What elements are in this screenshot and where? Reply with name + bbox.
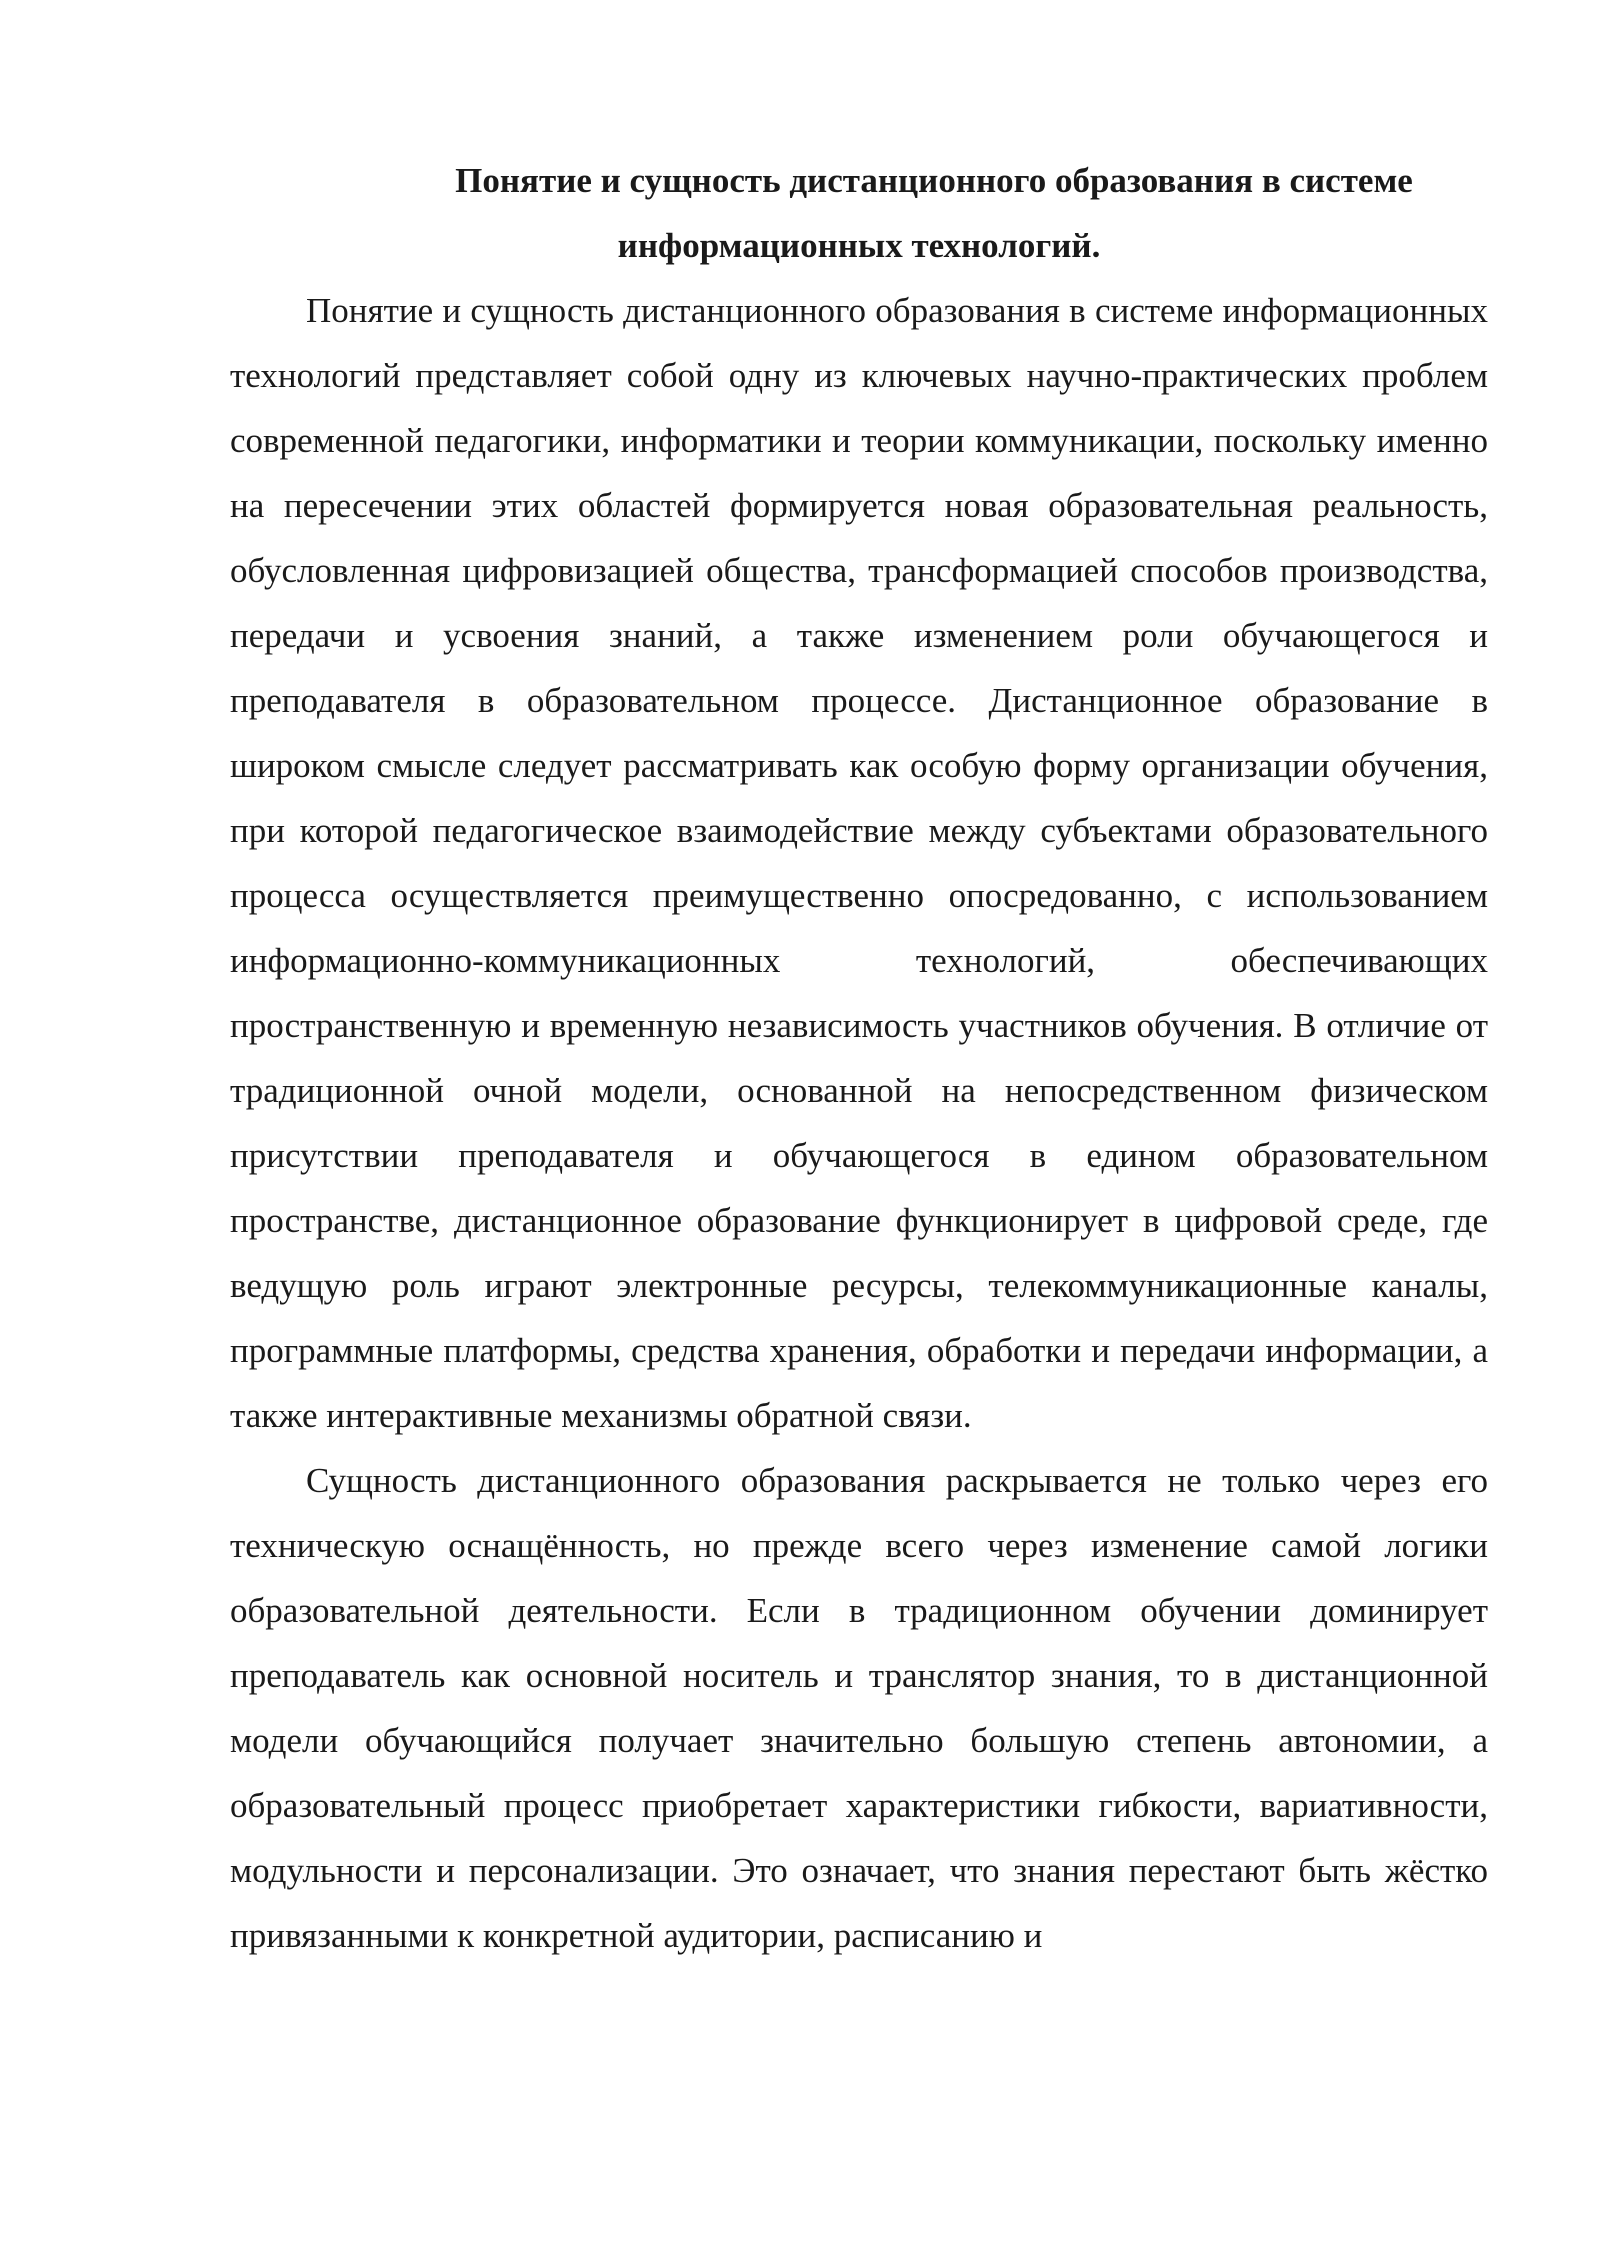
document-body [230,148,1488,1968]
document-title: Понятие и сущность дистанционного образования в системе информационных технологий. [455,161,1413,265]
paragraph-2: Сущность дистанционного образования раскрывается не только через его техническую оснащённость, но прежде всего через изменение самой логики образовательной деятельности. Если в традиционном обучении доминирует преподаватель как основной носитель и транслятор знания, то в дистанционной модели обучающийся получает значительно большую степень автономии, а образовательный процесс приобретает характеристики гибкости, вариативности, модульности и персонализации. Это означает, что знания перестают быть жёстко привязанными к конкретной аудитории, расписанию и [230,1461,1488,1955]
paragraph-1: Понятие и сущность дистанционного образования в системе информационных технологий представляет собой одну из ключевых научно-практических проблем современной педагогики, информатики и теории коммуникации, поскольку именно на пересечении этих областей формируется новая образовательная реальность, обусловленная цифровизацией общества, трансформацией способов производства, передачи и усвоения знаний, а также изменением роли обучающегося и преподавателя в образовательном процессе. Дистанционное образование в широком смысле следует рассматривать как особую форму организации обучения, при которой педагогическое взаимодействие между субъектами образовательного процесса осуществляется преимущественно опосредованно, с использованием информационно-коммуникационных технологий, обеспечивающих пространственную и временную независимость участников обучения. В отличие от традиционной очной модели, основанной на непосредственном физическом присутствии преподавателя и обучающегося в едином образовательном пространстве, дистанционное образование функционирует в цифровой среде, где ведущую роль играют электронные ресурсы, телекоммуникационные каналы, программные платформы, средства хранения, обработки и передачи информации, а также интерактивные механизмы обратной связи. [230,291,1488,1435]
